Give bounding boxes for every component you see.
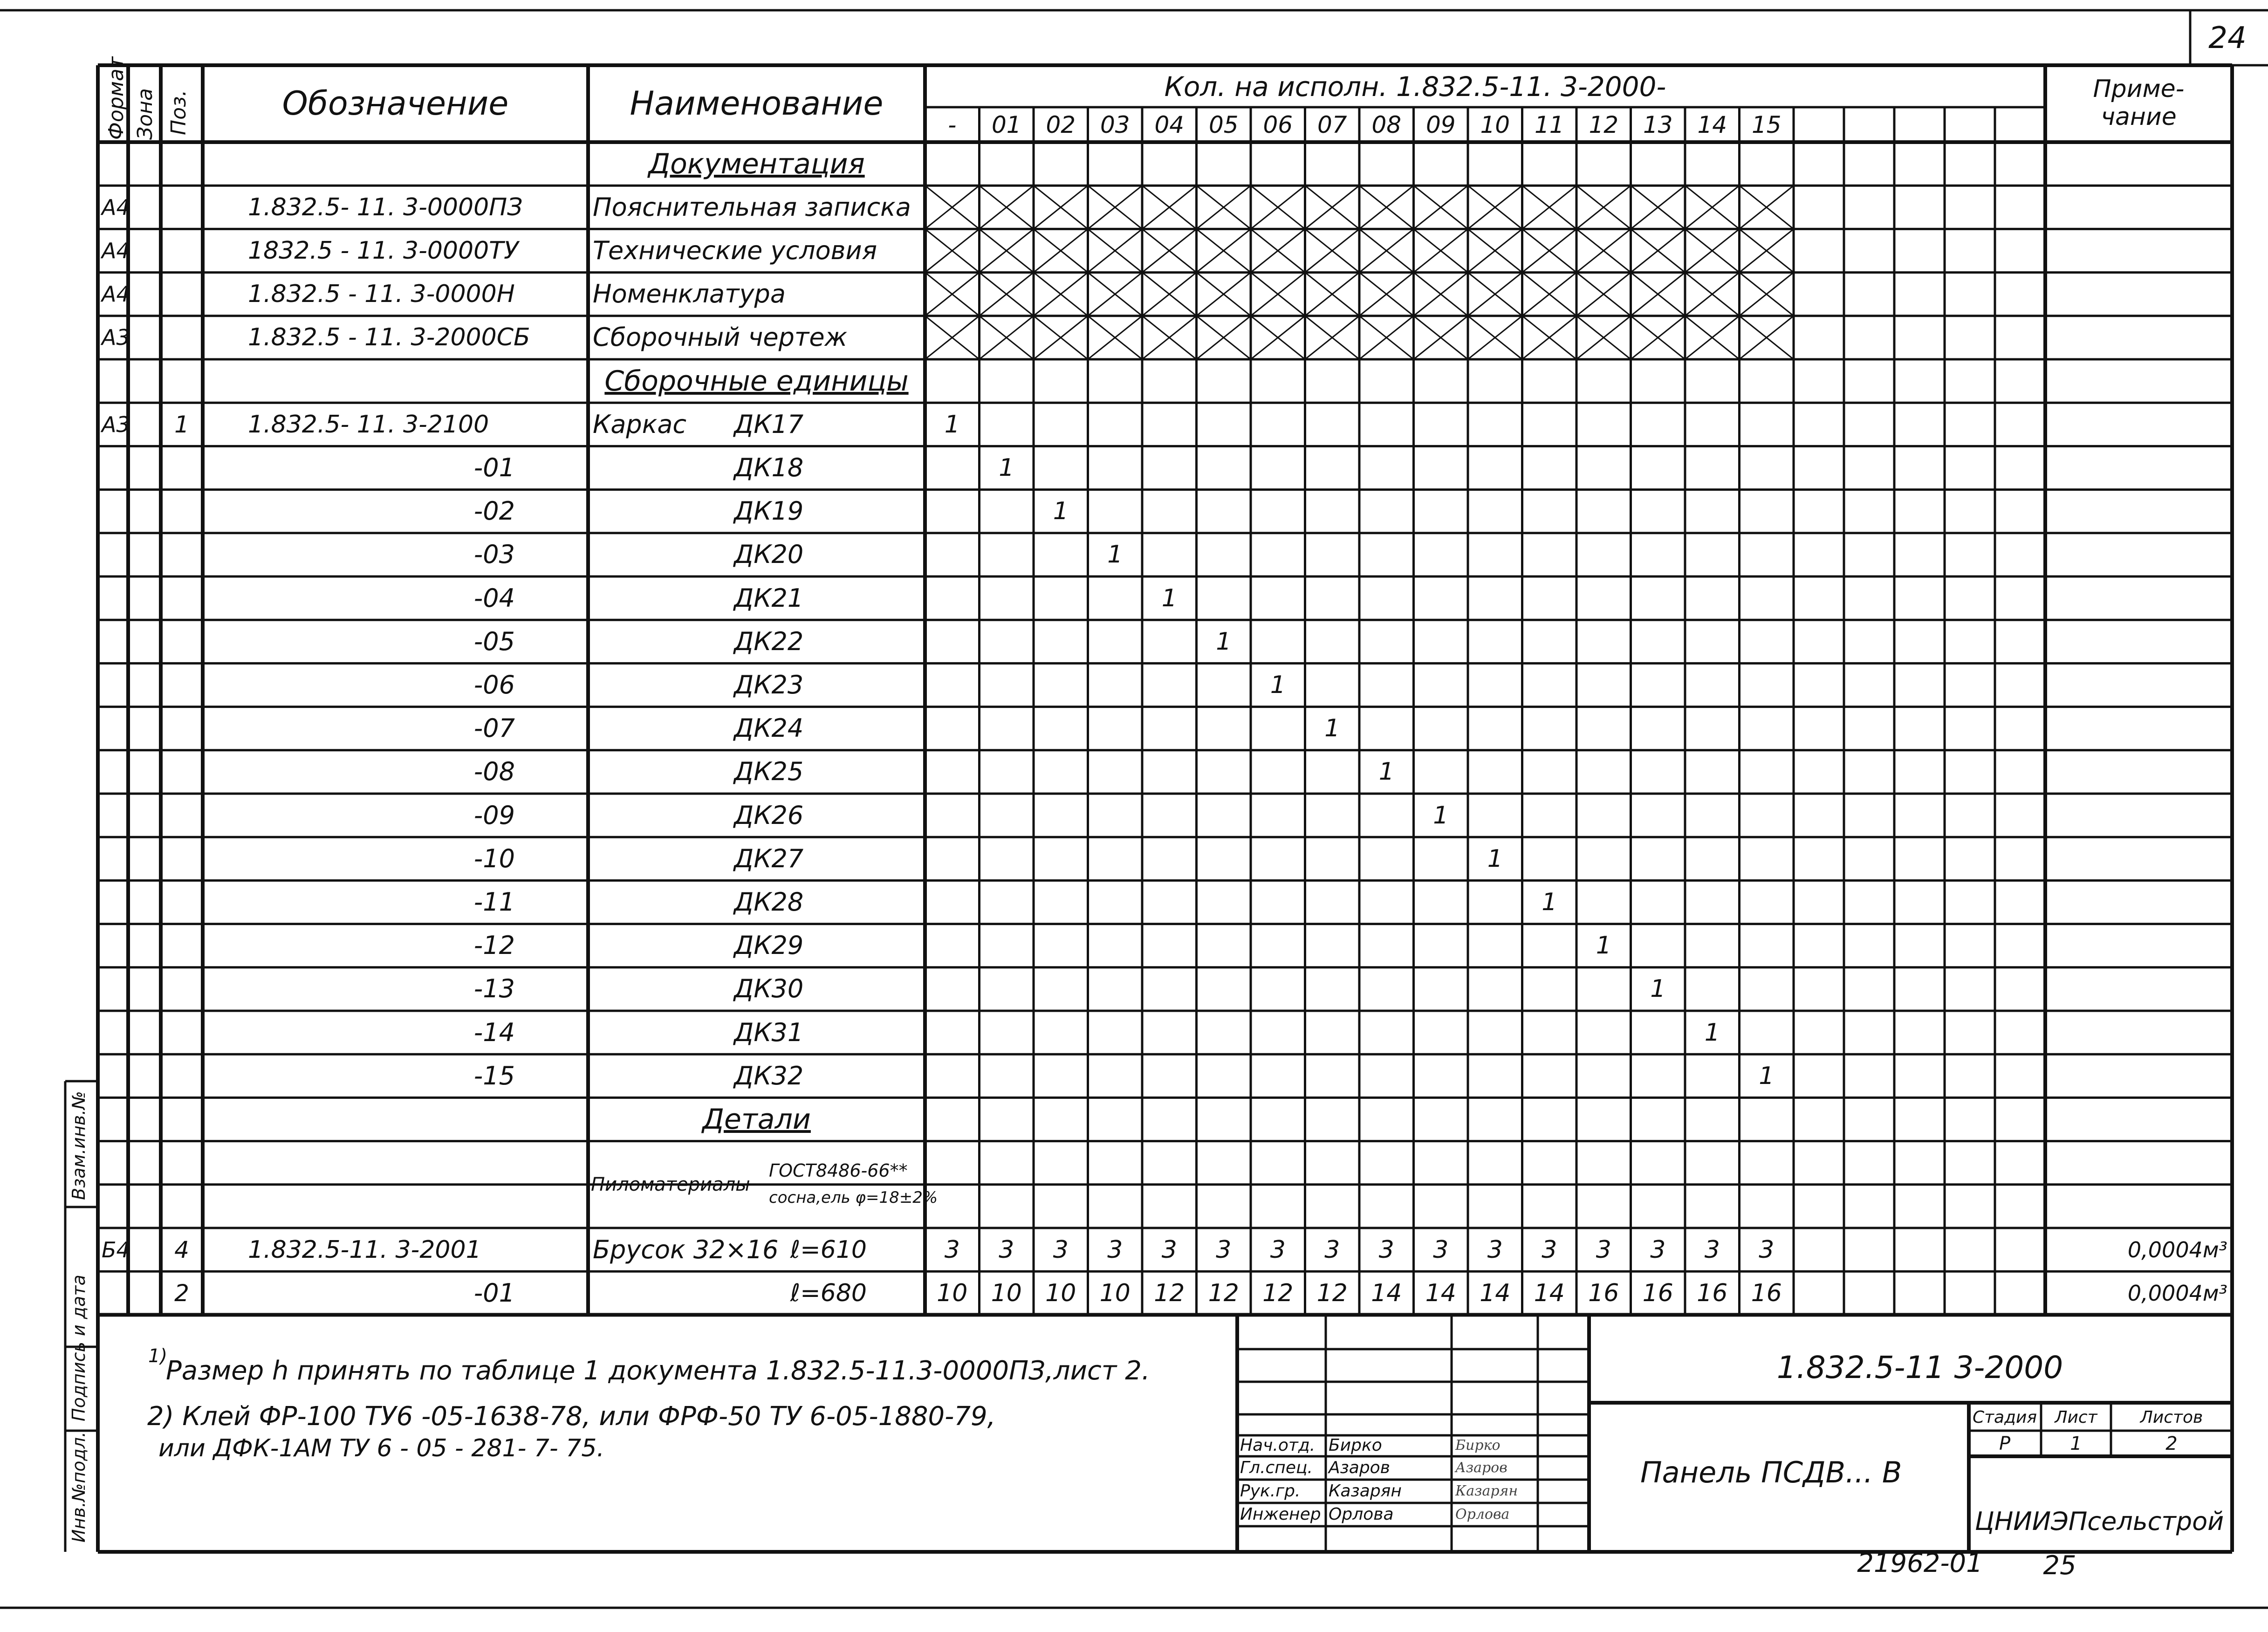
- note-line-1: Размер h принять по таблице 1 документа 1.832.5-11.3-0000ПЗ,лист 2.: [166, 1356, 1150, 1386]
- row-format: А3: [102, 411, 130, 437]
- row-designation: -15: [473, 1061, 515, 1090]
- qty-cell: 16: [1642, 1279, 1673, 1307]
- row-designation: -01: [473, 453, 515, 482]
- row-type-code: ДК25: [734, 757, 804, 787]
- qty-cell: 16: [1751, 1279, 1782, 1307]
- row-type-code: ДК29: [734, 931, 804, 960]
- row-type-code: ДК32: [734, 1061, 804, 1090]
- row-length: ℓ=680: [790, 1279, 867, 1307]
- signature: Бирко: [1455, 1437, 1501, 1454]
- row-name: Номенклатура: [593, 279, 786, 309]
- lumber-label: Пиломатериалы: [591, 1173, 750, 1195]
- qty-cell: 14: [1371, 1279, 1402, 1307]
- qty-cell: 1: [1487, 844, 1503, 873]
- qty-cell: 16: [1588, 1279, 1619, 1307]
- row-type-code: ДК17: [734, 409, 804, 439]
- qty-cell: 1: [1378, 758, 1394, 786]
- note-sup: 1): [148, 1345, 168, 1367]
- qty-cell: 3: [1053, 1235, 1069, 1264]
- row-type-code: ДК27: [734, 843, 804, 873]
- row-type-code: ДК26: [734, 800, 804, 830]
- qty-cell: 10: [937, 1279, 968, 1307]
- qty-cell: 3: [1161, 1235, 1177, 1264]
- variant-header: 13: [1643, 111, 1673, 138]
- qty-cell: 3: [1542, 1235, 1557, 1264]
- row-type-code: ДК23: [734, 670, 804, 699]
- doc-code: 1.832.5-11 3-2000: [1776, 1350, 2063, 1385]
- qty-cell: 14: [1425, 1279, 1456, 1307]
- row-pos: 4: [174, 1236, 189, 1263]
- stage-label: Стадия: [1972, 1408, 2037, 1427]
- role-label: Гл.спец.: [1240, 1458, 1313, 1477]
- qty-cell: 12: [1316, 1279, 1348, 1307]
- stamp-replace-inv: Взам.инв.№: [69, 1091, 89, 1200]
- row-pos: 1: [174, 411, 189, 438]
- person-name: Орлова: [1329, 1505, 1394, 1524]
- qty-cell: 1: [944, 410, 960, 439]
- qty-cell: 1: [999, 454, 1014, 482]
- row-designation: 1832.5 - 11. 3-0000ТУ: [248, 237, 519, 265]
- row-designation: -06: [473, 670, 515, 699]
- section-heading: Документация: [648, 147, 865, 180]
- row-pos: 2: [174, 1279, 189, 1307]
- note-line-2: 2) Клей ФР-100 ТУ6 -05-1638-78, или ФРФ-50 ТУ 6-05-1880-79,: [147, 1401, 996, 1432]
- row-designation: -03: [473, 540, 515, 569]
- qty-cell: 12: [1154, 1279, 1185, 1307]
- variant-header: -: [948, 111, 957, 138]
- variant-header: 11: [1534, 111, 1564, 138]
- note-line-3: или ДФК-1АМ ТУ 6 - 05 - 281- 7- 75.: [158, 1434, 604, 1462]
- header-qty-title: Кол. на исполн. 1.832.5-11. 3-2000-: [1164, 71, 1666, 103]
- row-designation: 1.832.5- 11. 3-2100: [248, 410, 489, 439]
- variant-header: 05: [1208, 111, 1239, 138]
- qty-cell: 12: [1262, 1279, 1294, 1307]
- footer-page: 25: [2043, 1550, 2076, 1581]
- qty-cell: 12: [1208, 1279, 1239, 1307]
- header-format: Формат: [104, 56, 128, 140]
- signature: Азаров: [1455, 1460, 1507, 1476]
- row-type-code: ДК28: [734, 887, 804, 917]
- row-note: 0,0004м³: [2127, 1280, 2227, 1306]
- header-pos: Поз.: [167, 89, 191, 135]
- variant-header: 15: [1751, 111, 1782, 138]
- row-designation: -07: [473, 713, 515, 743]
- qty-cell: 1: [1704, 1018, 1720, 1047]
- variant-header: 03: [1100, 111, 1130, 138]
- qty-cell: 1: [1053, 497, 1069, 526]
- qty-cell: 1: [1324, 714, 1340, 743]
- role-label: Инженер: [1240, 1505, 1321, 1524]
- qty-cell: 1: [1270, 671, 1286, 699]
- row-name: Каркас: [593, 409, 687, 439]
- row-designation: -09: [473, 800, 515, 830]
- role-label: Рук.гр.: [1240, 1481, 1301, 1501]
- row-designation: -01: [473, 1278, 515, 1308]
- row-length: ℓ=610: [790, 1235, 867, 1264]
- row-type-code: ДК24: [734, 713, 804, 743]
- row-designation: 1.832.5 - 11. 3-2000СБ: [248, 323, 530, 352]
- row-type-code: ДК21: [734, 583, 804, 613]
- qty-cell: 1: [1107, 541, 1123, 569]
- variant-header: 12: [1589, 111, 1619, 138]
- section-heading: Детали: [702, 1103, 811, 1136]
- qty-cell: 1: [1542, 888, 1557, 916]
- row-name: Брусок 32×16: [593, 1234, 779, 1264]
- row-designation: -13: [473, 974, 515, 1004]
- row-note: 0,0004м³: [2127, 1237, 2227, 1262]
- row-designation: -10: [473, 843, 515, 873]
- qty-cell: 10: [1045, 1279, 1076, 1307]
- footer-code: 21962-01: [1857, 1548, 1983, 1578]
- qty-cell: 3: [1759, 1235, 1775, 1264]
- person-name: Бирко: [1329, 1436, 1382, 1455]
- stamp-inv-orig: Инв.№подл.: [69, 1431, 89, 1543]
- qty-cell: 1: [1216, 627, 1232, 656]
- row-format: А3: [102, 325, 130, 350]
- row-designation: 1.832.5-11. 3-2001: [248, 1235, 481, 1264]
- sheet-label: Лист: [2055, 1408, 2097, 1427]
- qty-cell: 1: [1650, 975, 1666, 1003]
- variant-header: 09: [1425, 111, 1456, 138]
- person-name: Азаров: [1329, 1458, 1390, 1477]
- qty-cell: 1: [1596, 932, 1611, 960]
- qty-cell: 1: [1433, 801, 1449, 830]
- qty-cell: 3: [1596, 1235, 1611, 1264]
- qty-cell: 14: [1480, 1279, 1511, 1307]
- row-name: Пояснительная записка: [593, 192, 911, 222]
- row-designation: 1.832.5- 11. 3-0000ПЗ: [248, 193, 523, 221]
- row-designation: 1.832.5 - 11. 3-0000Н: [248, 280, 515, 309]
- qty-cell: 1: [1161, 584, 1177, 612]
- person-name: Казарян: [1329, 1481, 1402, 1501]
- row-type-code: ДК18: [734, 453, 804, 482]
- header-designation: Обозначение: [282, 84, 509, 123]
- qty-cell: 14: [1534, 1279, 1565, 1307]
- qty-cell: 3: [1650, 1235, 1666, 1264]
- qty-cell: 3: [944, 1235, 960, 1264]
- variant-header: 10: [1480, 111, 1510, 138]
- header-name: Наименование: [630, 84, 884, 123]
- row-name: Сборочный чертеж: [593, 322, 848, 352]
- row-format: А4: [102, 194, 130, 220]
- row-format: А4: [102, 238, 130, 263]
- qty-cell: 10: [1099, 1279, 1131, 1307]
- org-name: ЦНИИЭПсельстрой: [1974, 1507, 2224, 1536]
- role-label: Нач.отд.: [1240, 1436, 1316, 1455]
- variant-header: 01: [991, 111, 1021, 138]
- section-heading: Сборочные единицы: [604, 364, 909, 398]
- qty-cell: 3: [1487, 1235, 1503, 1264]
- row-designation: -05: [473, 626, 515, 656]
- qty-cell: 3: [1433, 1235, 1449, 1264]
- signature: Орлова: [1455, 1506, 1510, 1522]
- variant-header: 14: [1697, 111, 1727, 138]
- lumber-gost: ГОСТ8486-66**: [769, 1160, 908, 1181]
- variant-header: 06: [1263, 111, 1293, 138]
- row-type-code: ДК31: [734, 1017, 804, 1047]
- variant-header: 04: [1154, 111, 1185, 138]
- variant-header: 08: [1371, 111, 1402, 138]
- row-designation: -02: [473, 496, 515, 526]
- row-designation: -14: [473, 1017, 515, 1047]
- page-number: 24: [2208, 21, 2247, 55]
- sheets-label: Листов: [2140, 1408, 2203, 1427]
- row-type-code: ДК19: [734, 496, 804, 526]
- product-title: Панель ПСДВ... В: [1640, 1455, 1902, 1489]
- signature: Казарян: [1455, 1483, 1518, 1499]
- row-name: Технические условия: [593, 236, 877, 265]
- stage-value: Р: [1999, 1433, 2011, 1454]
- row-type-code: ДК22: [734, 626, 804, 656]
- qty-cell: 1: [1759, 1062, 1775, 1090]
- qty-cell: 3: [1270, 1235, 1286, 1264]
- stamp-sign-date: Подпись и дата: [69, 1275, 89, 1421]
- qty-cell: 3: [1704, 1235, 1720, 1264]
- header-note: Приме- чание: [2093, 75, 2185, 131]
- row-designation: -11: [473, 887, 515, 917]
- variant-header: 02: [1046, 111, 1076, 138]
- row-format: Б4: [102, 1237, 130, 1262]
- variant-header: 07: [1317, 111, 1347, 138]
- row-designation: -08: [473, 757, 515, 787]
- sheets-value: 2: [2165, 1433, 2178, 1454]
- row-type-code: ДК20: [734, 540, 804, 569]
- qty-cell: 3: [1378, 1235, 1394, 1264]
- qty-cell: 3: [1324, 1235, 1340, 1264]
- lumber-spec: сосна,ель φ=18±2%: [769, 1188, 938, 1207]
- qty-cell: 16: [1697, 1279, 1728, 1307]
- qty-cell: 3: [1107, 1235, 1123, 1264]
- qty-cell: 3: [1216, 1235, 1232, 1264]
- qty-cell: 10: [991, 1279, 1022, 1307]
- row-format: А4: [102, 281, 130, 307]
- sheet-value: 1: [2070, 1433, 2082, 1454]
- qty-cell: 3: [999, 1235, 1014, 1264]
- row-designation: -12: [473, 931, 515, 960]
- row-designation: -04: [473, 583, 515, 613]
- header-zone: Зона: [133, 88, 157, 140]
- row-type-code: ДК30: [734, 974, 804, 1004]
